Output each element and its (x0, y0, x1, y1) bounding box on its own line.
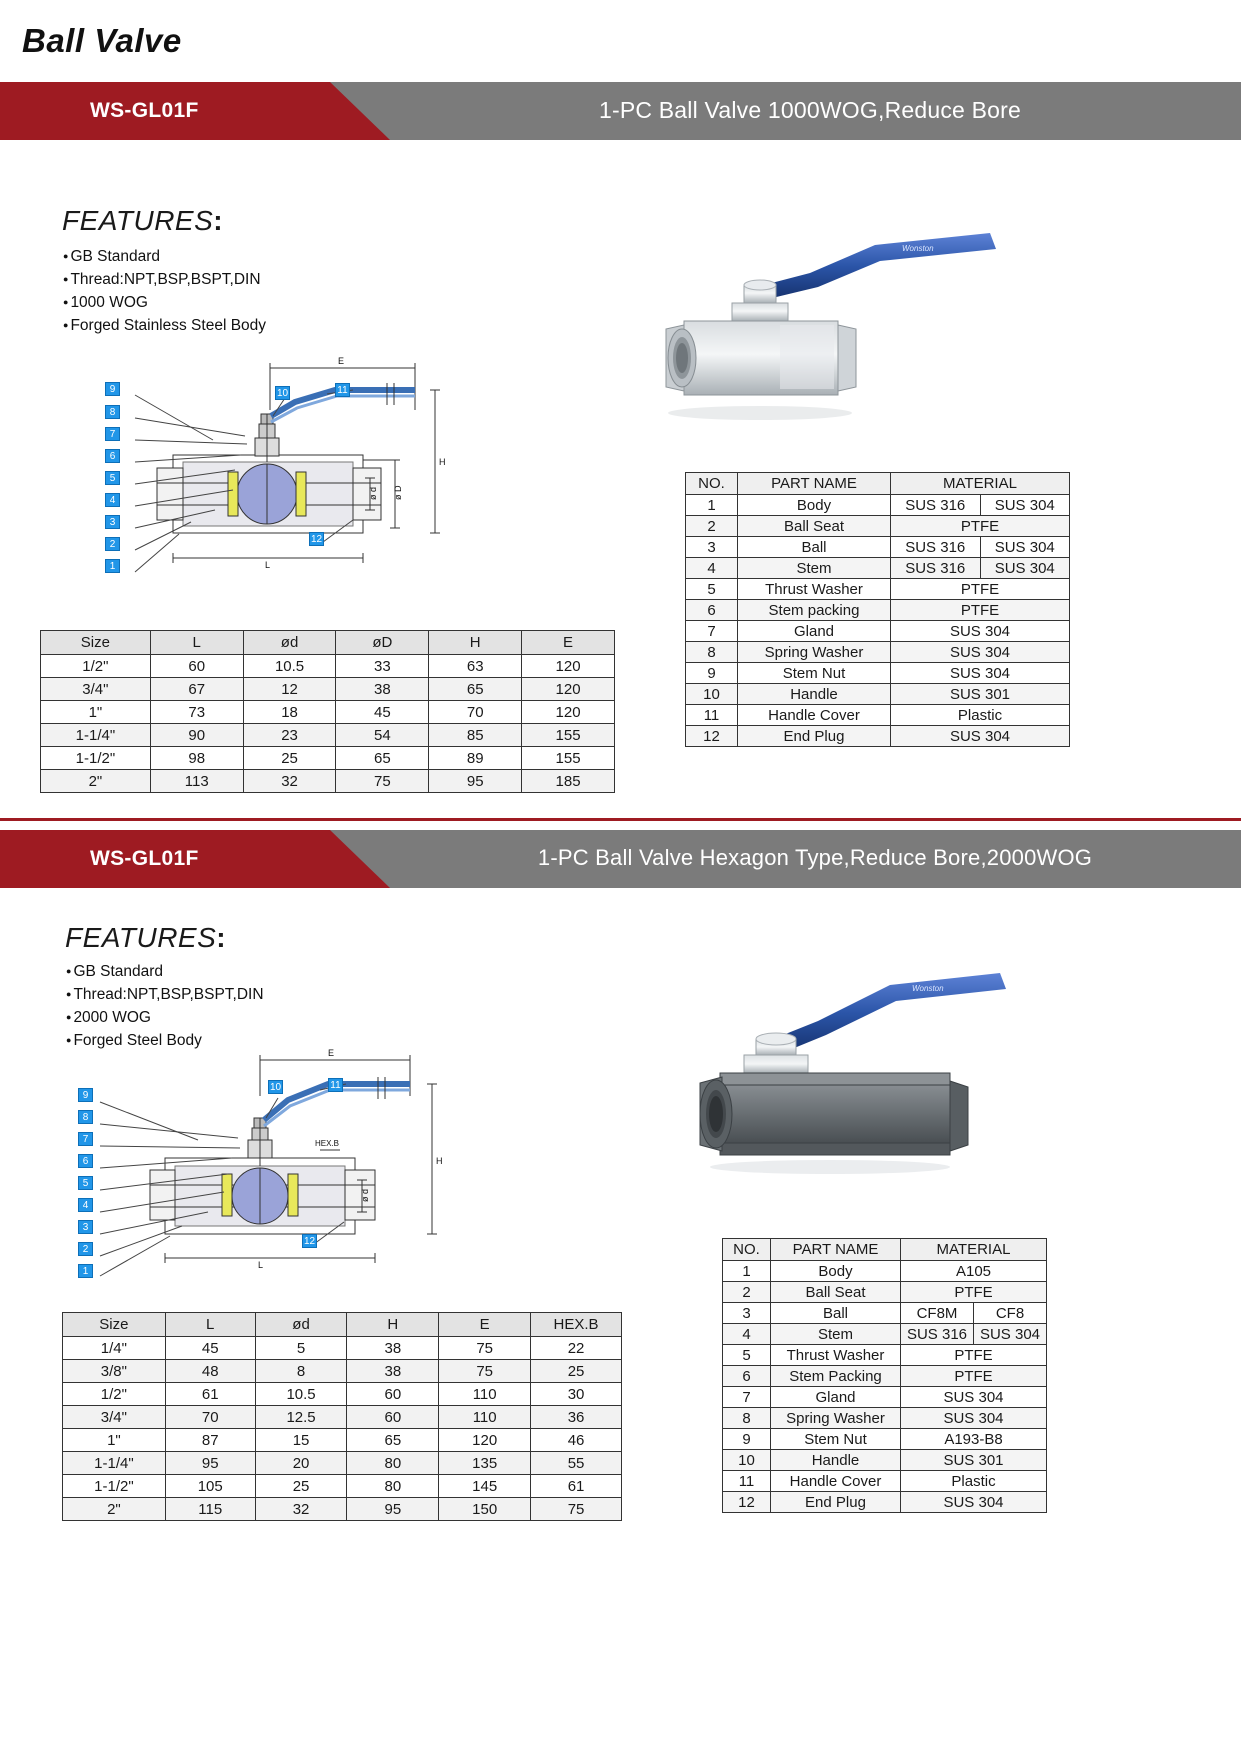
svg-text:Wonston: Wonston (902, 244, 934, 253)
table-cell: 61 (531, 1475, 622, 1498)
part-no: 1 (723, 1261, 771, 1282)
part-name: End Plug (771, 1492, 901, 1513)
table-row (686, 705, 1070, 726)
part-no: 10 (686, 684, 738, 705)
table-cell: 20 (255, 1452, 347, 1475)
part-name: Gland (771, 1387, 901, 1408)
table-cell: 67 (150, 678, 243, 701)
size-col-2: ød (243, 631, 336, 655)
part-name: End Plug (738, 726, 891, 747)
callout-7: 7 (105, 427, 120, 441)
callout-4: 4 (105, 493, 120, 507)
table-cell: 15 (255, 1429, 347, 1452)
table-cell: 63 (429, 655, 522, 678)
table-cell: 48 (165, 1360, 255, 1383)
part-material: SUS 304 (891, 663, 1070, 684)
table-cell: 1/2" (63, 1383, 166, 1406)
svg-text:HEX.B: HEX.B (315, 1139, 340, 1148)
svg-text:ø d: ø d (360, 1188, 370, 1202)
part-material: SUS 304 (891, 621, 1070, 642)
size-table-header-row (63, 1313, 622, 1337)
part-material-2: SUS 304 (980, 495, 1070, 516)
part-name: Handle (771, 1450, 901, 1471)
parts-table-1 (685, 472, 1070, 747)
table-cell: 90 (150, 724, 243, 747)
part-material-2: SUS 304 (980, 537, 1070, 558)
section-divider (0, 818, 1241, 821)
part-no: 4 (723, 1324, 771, 1345)
parts-table-header-row (723, 1239, 1047, 1261)
features-heading-colon-1: : (213, 205, 224, 236)
part-no: 9 (686, 663, 738, 684)
callout-10: 10 (276, 388, 289, 399)
table-cell: 95 (165, 1452, 255, 1475)
part-material-1: CF8M (901, 1303, 974, 1324)
svg-text:E: E (338, 356, 345, 366)
svg-text:ø d: ø d (368, 486, 378, 500)
part-material: SUS 304 (901, 1408, 1047, 1429)
callout-7: 7 (78, 1132, 93, 1146)
table-row (63, 1475, 622, 1498)
table-row (723, 1492, 1047, 1513)
features-heading-1 (62, 205, 223, 237)
part-name: Stem Nut (771, 1429, 901, 1450)
table-cell: 1-1/2" (63, 1475, 166, 1498)
feature-item: ● Thread:NPT,BSP,BSPT,DIN (66, 983, 264, 1006)
part-no: 11 (723, 1471, 771, 1492)
size-table-1 (40, 630, 615, 793)
table-row (41, 747, 615, 770)
feature-item: ● GB Standard (66, 960, 264, 983)
svg-text:ø D: ø D (393, 485, 403, 500)
cutaway-drawing-1 (95, 350, 575, 600)
part-material-1: SUS 316 (891, 558, 981, 579)
table-cell: 25 (243, 747, 336, 770)
part-no: 10 (723, 1450, 771, 1471)
part-name: Stem packing (738, 600, 891, 621)
features-list-2 (66, 960, 264, 1052)
part-name: Stem Packing (771, 1366, 901, 1387)
callout-2: 2 (78, 1242, 93, 1256)
part-material: A193-B8 (901, 1429, 1047, 1450)
part-no: 1 (686, 495, 738, 516)
table-cell: 3/8" (63, 1360, 166, 1383)
table-cell: 45 (165, 1337, 255, 1360)
product-photo-2 (690, 955, 1070, 1175)
size-col-1: L (165, 1313, 255, 1337)
product-photo-svg-1 (660, 225, 1060, 425)
feature-item: ● 1000 WOG (63, 291, 266, 314)
product-photo-svg-2 (690, 955, 1070, 1175)
table-row (63, 1498, 622, 1521)
table-row (723, 1261, 1047, 1282)
table-row (686, 642, 1070, 663)
features-list-1 (63, 245, 266, 337)
table-cell: 60 (347, 1406, 439, 1429)
part-name: Body (771, 1261, 901, 1282)
table-cell: 1-1/4" (63, 1452, 166, 1475)
callout-10: 10 (269, 1082, 282, 1093)
table-cell: 38 (347, 1360, 439, 1383)
part-material: PTFE (901, 1345, 1047, 1366)
part-name: Spring Washer (738, 642, 891, 663)
table-cell: 1" (63, 1429, 166, 1452)
table-cell: 89 (429, 747, 522, 770)
table-cell: 38 (347, 1337, 439, 1360)
table-cell: 65 (429, 678, 522, 701)
product-subtitle-1: 1-PC Ball Valve 1000WOG,Reduce Bore (598, 97, 1022, 123)
part-name: Handle Cover (738, 705, 891, 726)
table-row (63, 1337, 622, 1360)
table-cell: 1-1/4" (41, 724, 151, 747)
table-cell: 113 (150, 770, 243, 793)
part-material-2: SUS 304 (974, 1324, 1047, 1345)
svg-text:H: H (436, 1156, 443, 1166)
feature-item: ● Thread:NPT,BSP,BSPT,DIN (63, 268, 266, 291)
table-row (63, 1452, 622, 1475)
table-cell: 75 (439, 1337, 531, 1360)
table-cell: 33 (336, 655, 429, 678)
callout-11: 11 (335, 383, 350, 397)
part-name: Stem (738, 558, 891, 579)
table-row (723, 1429, 1047, 1450)
part-material: PTFE (901, 1366, 1047, 1387)
table-cell: 70 (429, 701, 522, 724)
product-subtitle-2: 1-PC Ball Valve Hexagon Type,Reduce Bore,2000WOG (537, 845, 1093, 870)
part-name: Stem Nut (738, 663, 891, 684)
table-cell: 145 (439, 1475, 531, 1498)
table-row (686, 684, 1070, 705)
part-name: Ball Seat (771, 1282, 901, 1303)
table-cell: 120 (439, 1429, 531, 1452)
part-name: Gland (738, 621, 891, 642)
table-cell: 60 (347, 1383, 439, 1406)
part-material: PTFE (891, 516, 1070, 537)
svg-text:H: H (439, 457, 446, 467)
parts-col-no: NO. (686, 473, 738, 495)
size-table-header-row (41, 631, 615, 655)
table-row (41, 655, 615, 678)
callout-8: 8 (78, 1110, 93, 1124)
table-cell: 12.5 (255, 1406, 347, 1429)
features-heading-text-2: FEATURES (65, 922, 217, 953)
table-cell: 18 (243, 701, 336, 724)
table-cell: 185 (522, 770, 615, 793)
table-cell: 155 (522, 747, 615, 770)
table-row (723, 1366, 1047, 1387)
svg-text:E: E (328, 1048, 335, 1058)
table-cell: 155 (522, 724, 615, 747)
table-cell: 3/4" (63, 1406, 166, 1429)
callout-9: 9 (78, 1088, 93, 1102)
part-no: 12 (723, 1492, 771, 1513)
size-col-0: Size (63, 1313, 166, 1337)
table-row (723, 1282, 1047, 1303)
table-cell: 73 (150, 701, 243, 724)
part-name: Body (738, 495, 891, 516)
table-row (63, 1429, 622, 1452)
callout-5: 5 (78, 1176, 93, 1190)
table-cell: 105 (165, 1475, 255, 1498)
table-row (723, 1387, 1047, 1408)
features-heading-colon-2: : (216, 922, 227, 953)
table-cell: 75 (439, 1360, 531, 1383)
callout-11: 11 (328, 1078, 343, 1092)
part-no: 3 (723, 1303, 771, 1324)
parts-col-name: PART NAME (771, 1239, 901, 1261)
table-cell: 98 (150, 747, 243, 770)
table-cell: 36 (531, 1406, 622, 1429)
table-cell: 115 (165, 1498, 255, 1521)
callout-3: 3 (105, 515, 120, 529)
table-cell: 45 (336, 701, 429, 724)
part-no: 9 (723, 1429, 771, 1450)
size-col-2: ød (255, 1313, 347, 1337)
callout-1: 1 (105, 559, 120, 573)
feature-item: ● Forged Steel Body (66, 1029, 264, 1052)
feature-item: ● 2000 WOG (66, 1006, 264, 1029)
table-cell: 2" (41, 770, 151, 793)
callout-12: 12 (310, 534, 323, 545)
part-name: Handle Cover (771, 1471, 901, 1492)
table-row (686, 495, 1070, 516)
part-name: Thrust Washer (738, 579, 891, 600)
part-name: Thrust Washer (771, 1345, 901, 1366)
cutaway-drawing-2 (70, 1040, 570, 1290)
table-row (686, 558, 1070, 579)
table-row (686, 621, 1070, 642)
part-name: Spring Washer (771, 1408, 901, 1429)
part-material: SUS 304 (891, 726, 1070, 747)
table-cell: 87 (165, 1429, 255, 1452)
table-row (723, 1345, 1047, 1366)
table-cell: 23 (243, 724, 336, 747)
part-material: SUS 304 (901, 1492, 1047, 1513)
table-cell: 5 (255, 1337, 347, 1360)
table-cell: 38 (336, 678, 429, 701)
part-material: PTFE (901, 1282, 1047, 1303)
size-col-4: H (429, 631, 522, 655)
table-row (686, 600, 1070, 621)
part-name: Ball (738, 537, 891, 558)
table-row (686, 579, 1070, 600)
parts-table-header-row (686, 473, 1070, 495)
table-cell: 10.5 (255, 1383, 347, 1406)
table-cell: 95 (429, 770, 522, 793)
part-material-1: SUS 316 (901, 1324, 974, 1345)
table-cell: 110 (439, 1383, 531, 1406)
product-photo-1 (660, 225, 1060, 425)
callout-9: 9 (105, 382, 120, 396)
size-col-5: HEX.B (531, 1313, 622, 1337)
table-cell: 135 (439, 1452, 531, 1475)
part-material: Plastic (901, 1471, 1047, 1492)
features-heading-text-1: FEATURES (62, 205, 214, 236)
part-name: Ball (771, 1303, 901, 1324)
table-row (63, 1383, 622, 1406)
part-no: 2 (723, 1282, 771, 1303)
part-material: SUS 301 (891, 684, 1070, 705)
table-cell: 25 (255, 1475, 347, 1498)
part-material-1: SUS 316 (891, 495, 981, 516)
table-cell: 46 (531, 1429, 622, 1452)
table-row (63, 1406, 622, 1429)
callout-2: 2 (105, 537, 120, 551)
table-cell: 32 (243, 770, 336, 793)
feature-item: ● Forged Stainless Steel Body (63, 314, 266, 337)
parts-col-material: MATERIAL (891, 473, 1070, 495)
table-cell: 10.5 (243, 655, 336, 678)
table-cell: 22 (531, 1337, 622, 1360)
size-col-5: E (522, 631, 615, 655)
table-cell: 61 (165, 1383, 255, 1406)
part-no: 8 (723, 1408, 771, 1429)
table-row (723, 1408, 1047, 1429)
table-cell: 80 (347, 1452, 439, 1475)
product-code-1: WS-GL01F (90, 99, 199, 122)
table-cell: 1-1/2" (41, 747, 151, 770)
size-col-1: L (150, 631, 243, 655)
callout-8: 8 (105, 405, 120, 419)
part-no: 5 (723, 1345, 771, 1366)
callout-1: 1 (78, 1264, 93, 1278)
table-cell: 60 (150, 655, 243, 678)
size-col-3: øD (336, 631, 429, 655)
part-name: Stem (771, 1324, 901, 1345)
table-row (686, 663, 1070, 684)
callout-12: 12 (303, 1236, 316, 1247)
part-material-1: SUS 316 (891, 537, 981, 558)
features-heading-2 (65, 922, 226, 954)
parts-col-name: PART NAME (738, 473, 891, 495)
part-no: 7 (723, 1387, 771, 1408)
part-material: SUS 304 (891, 642, 1070, 663)
part-no: 2 (686, 516, 738, 537)
callout-5: 5 (105, 471, 120, 485)
part-no: 5 (686, 579, 738, 600)
page-title: Ball Valve (22, 22, 182, 59)
part-material: PTFE (891, 579, 1070, 600)
size-col-4: E (439, 1313, 531, 1337)
table-cell: 1" (41, 701, 151, 724)
table-cell: 65 (336, 747, 429, 770)
table-row (41, 678, 615, 701)
table-cell: 32 (255, 1498, 347, 1521)
size-table-2 (62, 1312, 622, 1521)
table-cell: 110 (439, 1406, 531, 1429)
table-row (686, 516, 1070, 537)
callout-6: 6 (78, 1154, 93, 1168)
table-cell: 75 (531, 1498, 622, 1521)
table-cell: 3/4" (41, 678, 151, 701)
parts-col-material: MATERIAL (901, 1239, 1047, 1261)
callout-3: 3 (78, 1220, 93, 1234)
table-cell: 80 (347, 1475, 439, 1498)
table-row (686, 537, 1070, 558)
part-no: 8 (686, 642, 738, 663)
callout-4: 4 (78, 1198, 93, 1212)
part-name: Ball Seat (738, 516, 891, 537)
part-material: A105 (901, 1261, 1047, 1282)
table-cell: 30 (531, 1383, 622, 1406)
table-row (723, 1324, 1047, 1345)
table-cell: 120 (522, 655, 615, 678)
table-row (686, 726, 1070, 747)
table-cell: 75 (336, 770, 429, 793)
part-material: PTFE (891, 600, 1070, 621)
part-material: Plastic (891, 705, 1070, 726)
cutaway-svg-2 (70, 1040, 570, 1290)
table-cell: 1/2" (41, 655, 151, 678)
table-cell: 120 (522, 678, 615, 701)
part-no: 4 (686, 558, 738, 579)
table-cell: 8 (255, 1360, 347, 1383)
part-name: Handle (738, 684, 891, 705)
feature-item: ● GB Standard (63, 245, 266, 268)
table-row (41, 770, 615, 793)
part-material: SUS 304 (901, 1387, 1047, 1408)
svg-text:L: L (265, 560, 271, 570)
part-no: 6 (723, 1366, 771, 1387)
part-material-2: CF8 (974, 1303, 1047, 1324)
size-col-0: Size (41, 631, 151, 655)
table-cell: 12 (243, 678, 336, 701)
part-no: 6 (686, 600, 738, 621)
section-banner-2 (0, 830, 1241, 888)
part-material: SUS 301 (901, 1450, 1047, 1471)
part-no: 11 (686, 705, 738, 726)
table-row (63, 1360, 622, 1383)
part-no: 3 (686, 537, 738, 558)
table-cell: 85 (429, 724, 522, 747)
table-row (723, 1450, 1047, 1471)
table-cell: 1/4" (63, 1337, 166, 1360)
svg-text:Wonston: Wonston (912, 984, 944, 993)
parts-col-no: NO. (723, 1239, 771, 1261)
table-cell: 25 (531, 1360, 622, 1383)
table-cell: 2" (63, 1498, 166, 1521)
part-no: 12 (686, 726, 738, 747)
table-row (723, 1471, 1047, 1492)
table-row (723, 1303, 1047, 1324)
part-no: 7 (686, 621, 738, 642)
table-cell: 55 (531, 1452, 622, 1475)
size-col-3: H (347, 1313, 439, 1337)
table-cell: 120 (522, 701, 615, 724)
section-banner-1 (0, 82, 1241, 140)
svg-text:L: L (258, 1260, 264, 1270)
table-cell: 65 (347, 1429, 439, 1452)
product-code-2: WS-GL01F (90, 847, 199, 870)
table-row (41, 701, 615, 724)
table-cell: 70 (165, 1406, 255, 1429)
part-material-2: SUS 304 (980, 558, 1070, 579)
table-cell: 95 (347, 1498, 439, 1521)
table-row (41, 724, 615, 747)
table-cell: 150 (439, 1498, 531, 1521)
table-cell: 54 (336, 724, 429, 747)
parts-table-2 (722, 1238, 1047, 1513)
callout-6: 6 (105, 449, 120, 463)
